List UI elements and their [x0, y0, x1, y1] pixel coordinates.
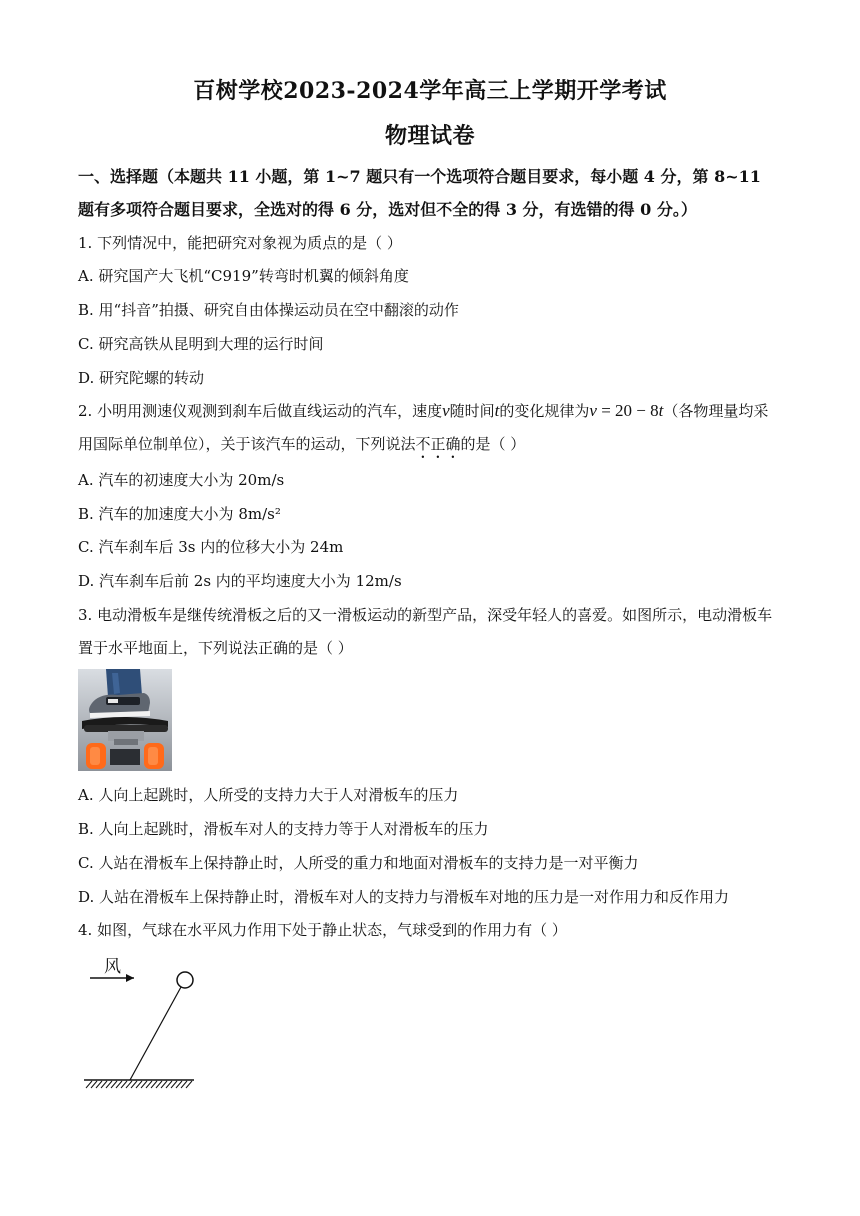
q2-var-t: t	[494, 401, 500, 420]
q3-stem-line2: 置于水平地面上，下列说法正确的是（ ）	[78, 639, 353, 657]
q3-stem-line1: 3. 电动滑板车是继传统滑板之后的又一滑板运动的新型产品，深受年轻人的喜爱。如图所示，电动滑板车	[78, 606, 773, 624]
q2-stem-line2: 用国际单位制单位），关于该汽车的运动，下列说法不正确的是（ ）	[78, 435, 526, 453]
balloon	[177, 972, 193, 988]
balloon-diagram	[78, 952, 208, 1097]
q2-stem-part-b: 随时间	[449, 402, 495, 420]
q4-stem: 4. 如图，气球在水平风力作用下处于静止状态，气球受到的作用力有（ ）	[78, 921, 567, 939]
q2-option-b: B. 汽车的加速度大小为 8m/s²	[78, 505, 281, 523]
q2-stem-part-c: 的变化规律为	[499, 402, 590, 420]
ground-hatching	[86, 1081, 192, 1088]
q3-option-c: C. 人站在滑板车上保持静止时，人所受的重力和地面对滑板车的支持力是一对平衡力	[78, 854, 639, 872]
q1-option-d: D. 研究陀螺的转动	[78, 369, 205, 387]
wind-arrow-head	[126, 974, 134, 982]
section-heading-line1: 一、选择题（本题共 11 小题，第 1~7 题只有一个选项符合题目要求，每小题 4 分，第 8~11	[78, 167, 761, 186]
q3-option-d: D. 人站在滑板车上保持静止时，滑板车对人的支持力与滑板车对地的压力是一对作用力和反作用力	[78, 888, 730, 906]
q3-option-a: A. 人向上起跳时，人所受的支持力大于人对滑板车的压力	[78, 786, 459, 804]
wind-label: 风	[104, 957, 121, 977]
q2-stem-part-d: （各物理量均采	[663, 402, 769, 420]
balloon-string	[130, 987, 181, 1080]
q2-var-v: v	[442, 401, 450, 420]
skateboard-photo	[78, 669, 172, 771]
q3-option-b: B. 人向上起跳时，滑板车对人的支持力等于人对滑板车的压力	[78, 820, 489, 838]
q2-emphasis-not-correct: 不正确	[415, 435, 461, 453]
q1-stem: 1. 下列情况中，能把研究对象视为质点的是（ ）	[78, 234, 402, 252]
q2-stem-line1	[78, 400, 790, 421]
q1-option-c: C. 研究高铁从昆明到大理的运行时间	[78, 335, 324, 353]
q2-option-c: C. 汽车刹车后 3s 内的位移大小为 24m	[78, 538, 344, 556]
q2-option-a: A. 汽车的初速度大小为 20m/s	[78, 471, 285, 489]
q2-stem-part-a: 2. 小明用测速仪观测到刹车后做直线运动的汽车，速度	[78, 402, 443, 420]
section-heading-line2: 题有多项符合题目要求，全选对的得 6 分，选对但不全的得 3 分，有选错的得 0 分。）	[78, 200, 697, 219]
exam-title: 百树学校2023-2024学年高三上学期开学考试	[193, 78, 667, 104]
exam-subtitle: 物理试卷	[384, 123, 475, 149]
q2-formula: v = 20 − 8t	[589, 401, 664, 420]
q1-option-a: A. 研究国产大飞机“C919”转弯时机翼的倾斜角度	[78, 267, 409, 285]
q1-option-b: B. 用“抖音”拍摄、研究自由体操运动员在空中翻滚的动作	[78, 301, 459, 319]
q2-option-d: D. 汽车刹车后前 2s 内的平均速度大小为 12m/s	[78, 572, 402, 590]
